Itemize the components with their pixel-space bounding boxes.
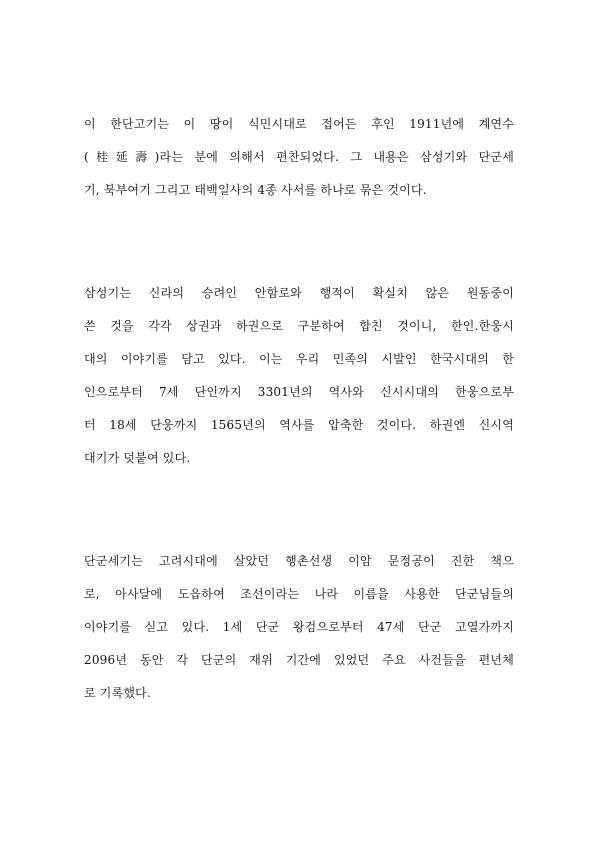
paragraph-line: (桂延壽)라는 분에 의해서 편찬되었다. 그 내용은 삼성기와 단군세 [84, 150, 514, 164]
paragraph-line: 2096년 동안 각 단군의 재위 기간에 있었던 주요 사건들을 편년체 [84, 653, 514, 667]
paragraph-line: 대기가 덧붙여 있다. [84, 451, 191, 465]
paragraph-line: 삼성기는 신라의 승려인 안함로와 행적이 확실치 않은 원동중이 [84, 286, 514, 300]
paragraph-line: 이야기를 싣고 있다. 1세 단군 왕검으로부터 47세 단군 고열가까지 [84, 620, 514, 634]
paragraph-hangul-history-intro [84, 108, 514, 207]
paragraph-dangunsegi [84, 545, 514, 710]
paragraph-line: 로, 아사달에 도읍하여 조선이라는 나라 이름을 사용한 단군님들의 [84, 587, 514, 601]
paragraph-line: 이 한단고기는 이 땅이 식민시대로 접어든 후인 1911년에 계연수 [84, 117, 514, 131]
paragraph-samseonggi [84, 277, 514, 475]
paragraph-line: 단군세기는 고려시대에 살았던 행촌선생 이암 문정공이 진한 책으 [84, 554, 514, 568]
paragraph-line: 쓴 것을 각각 상권과 하권으로 구분하여 합친 것이니, 한인.한웅시 [84, 319, 514, 333]
paragraph-line: 로 기록했다. [84, 686, 151, 700]
paragraph-line: 인으로부터 7세 단인까지 3301년의 역사와 신시시대의 한웅으로부 [84, 385, 514, 399]
paragraph-line: 대의 이야기를 담고 있다. 이는 우리 민족의 시발인 한국시대의 한 [84, 352, 514, 366]
paragraph-line: 기, 북부여기 그리고 태백일사의 4종 사서를 하나로 묶은 것이다. [84, 183, 427, 197]
paragraph-line: 터 18세 단웅까지 1565년의 역사를 압축한 것이다. 하권엔 신시역 [84, 418, 514, 432]
